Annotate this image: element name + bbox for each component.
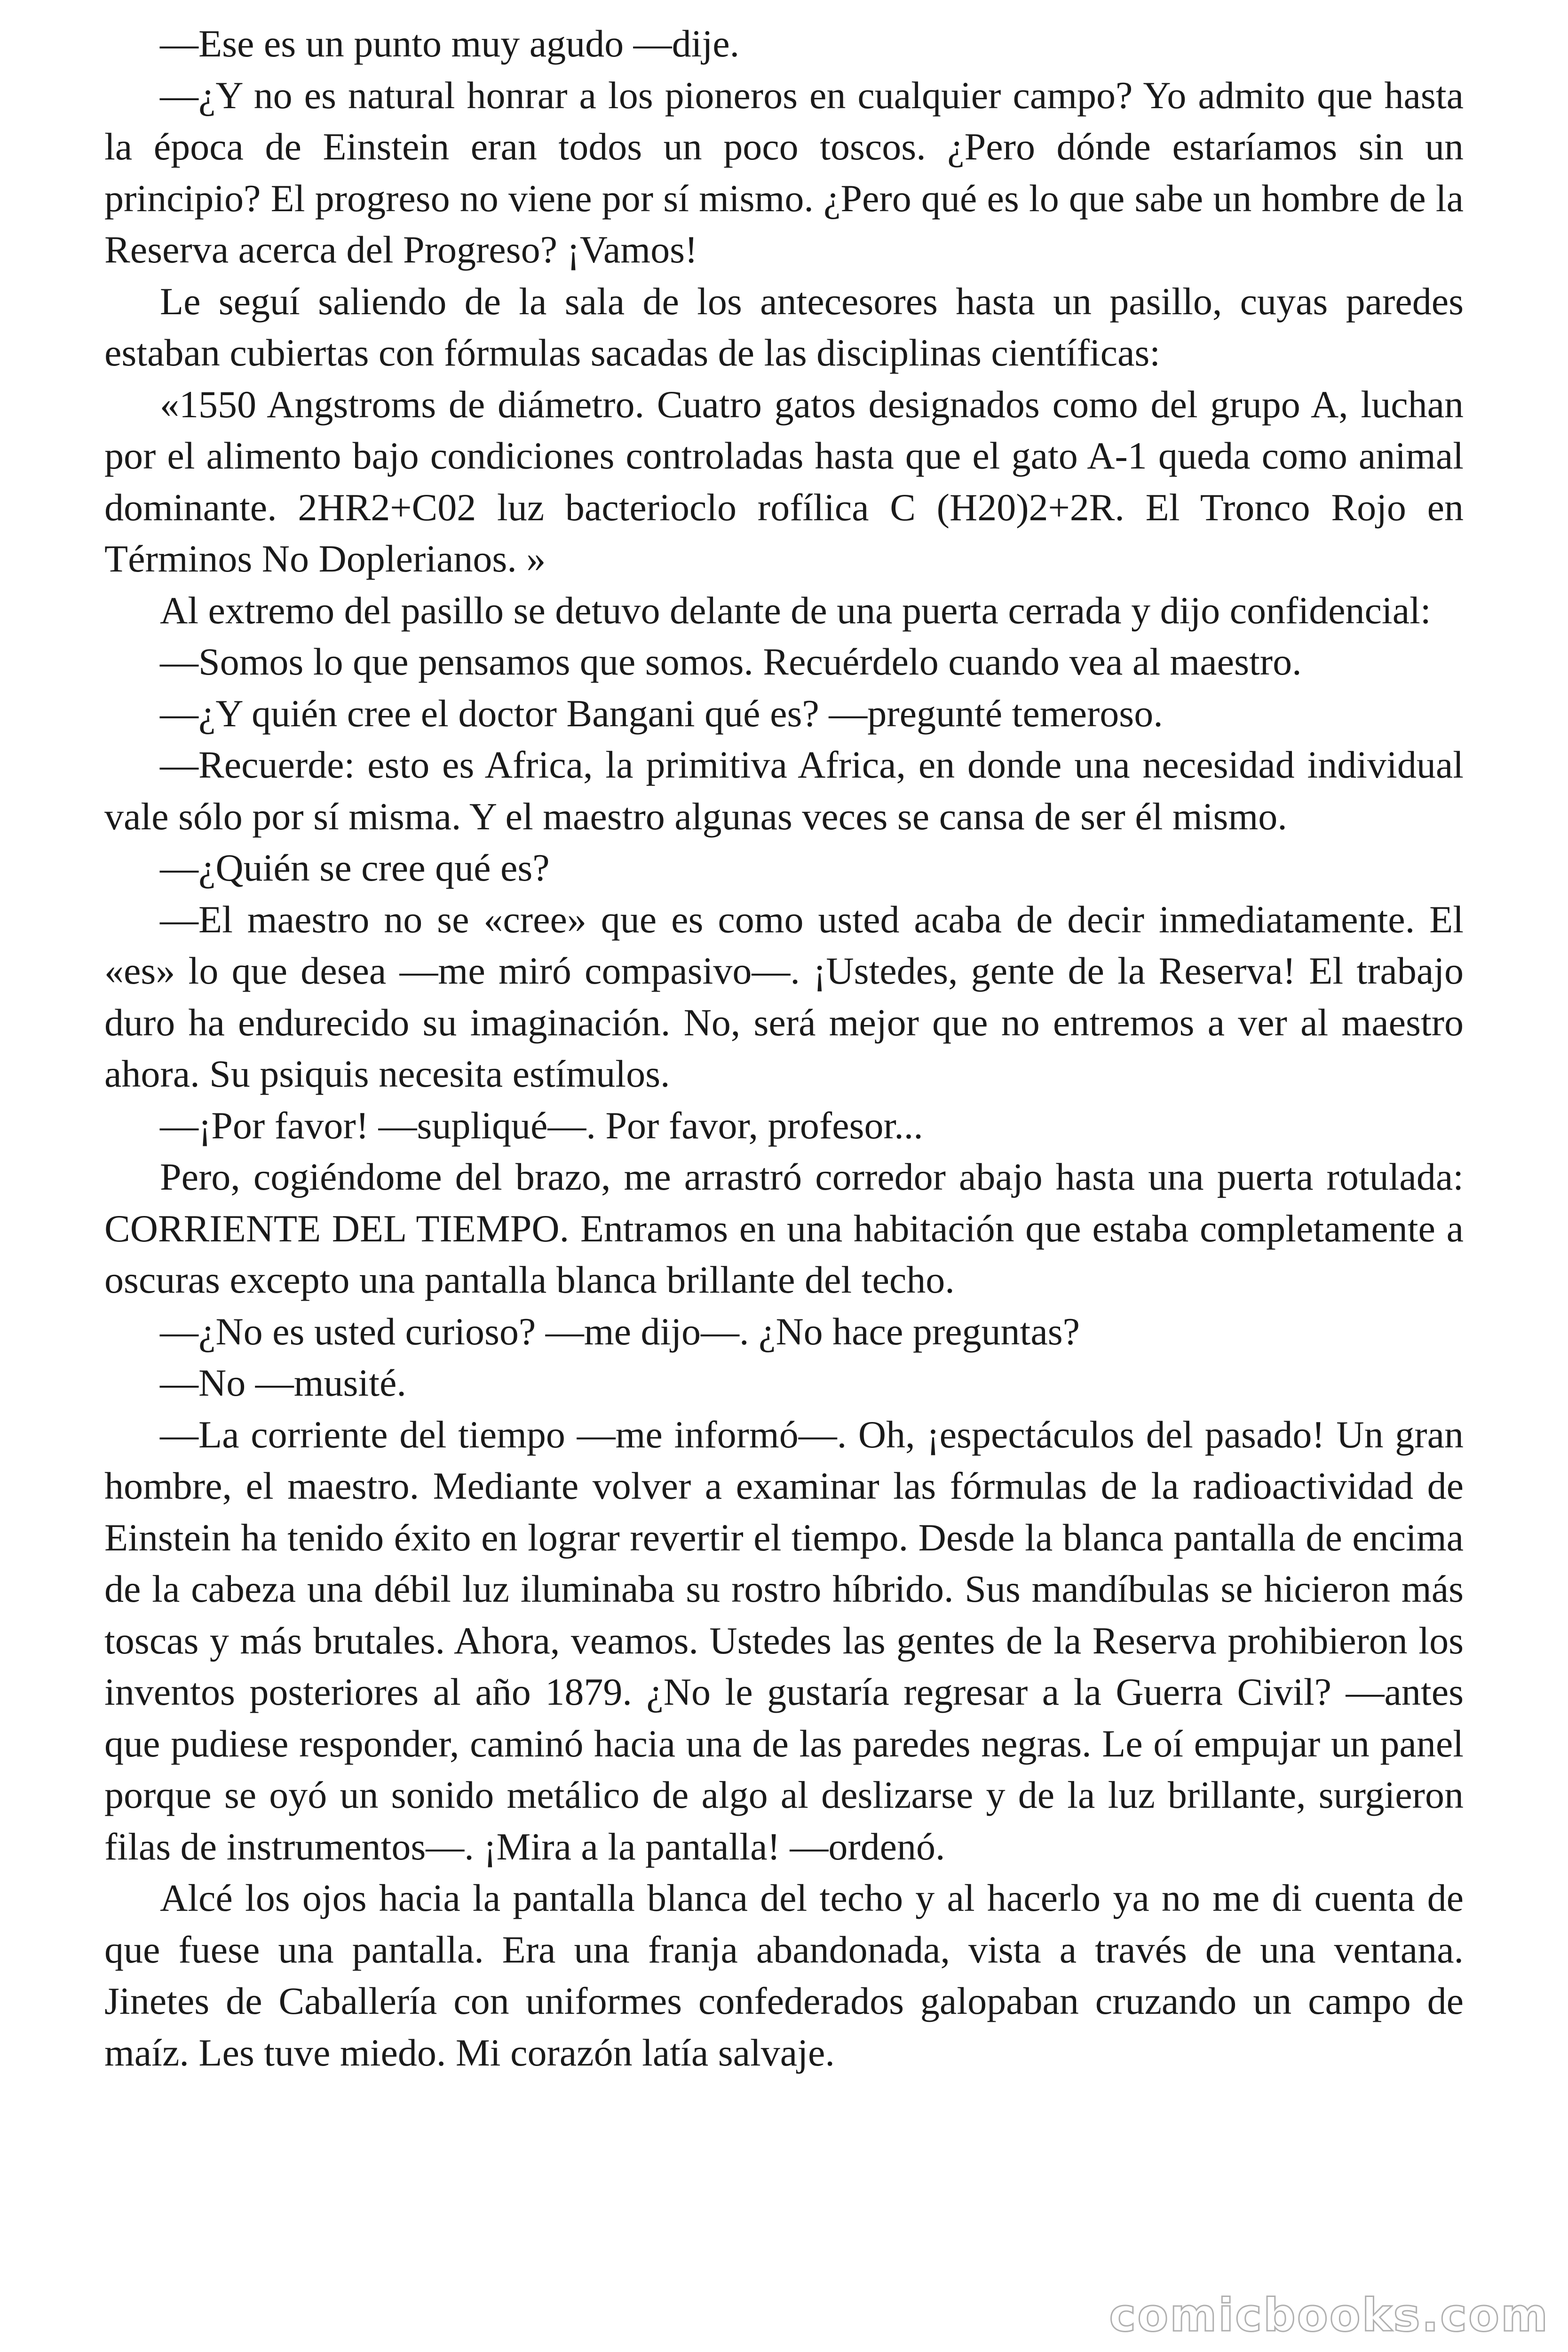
paragraph-13: —¿No es usted curioso? —me dijo—. ¿No hace preguntas?	[160, 1310, 1080, 1353]
paragraph-10: —El maestro no se «cree» que es como usted acaba de decir inmediatamente. El «es» lo que desea —me miró compasivo—. ¡Ustedes, gente de la Reserva! El trabajo duro ha endurecido su imaginación. No, será mejor que no entremos a ver al maestro ahora. Su psiquis necesita estímulos.	[104, 898, 1464, 1095]
paragraph-12: Pero, cogiéndome del brazo, me arrastró corredor abajo hasta una puerta rotulada: CORRIENTE DEL TIEMPO. Entramos en una habitación que estaba completamente a oscuras excepto una pantalla blanca brillante del techo.	[104, 1155, 1464, 1301]
paragraph-15: —La corriente del tiempo —me informó—. Oh, ¡espectáculos del pasado! Un gran hombre, el maestro. Mediante volver a examinar las fórmulas de la radioactividad de Einstein ha tenido éxito en lograr revertir el tiempo. Desde la blanca pantalla de encima de la cabeza una débil luz iluminaba su rostro híbrido. Sus mandíbulas se hicieron más toscas y más brutales. Ahora, veamos. Ustedes las gentes de la Reserva prohibieron los inventos posteriores al año 1879. ¿No le gustaría regresar a la Guerra Civil? —antes que pudiese responder, caminó hacia una de las paredes negras. Le oí empujar un panel porque se oyó un sonido metálico de algo al deslizarse y de la luz brillante, surgieron filas de instrumentos—. ¡Mira a la pantalla! —ordenó.	[104, 1413, 1464, 1868]
paragraph-8: —Recuerde: esto es Africa, la primitiva Africa, en donde una necesidad individual vale sólo por sí misma. Y el maestro algunas veces se cansa de ser él mismo.	[104, 743, 1464, 838]
page-text	[104, 18, 1464, 2078]
paragraph-5: Al extremo del pasillo se detuvo delante de una puerta cerrada y dijo confidencial:	[160, 588, 1431, 632]
watermark: comicbooks.com	[1109, 2289, 1549, 2342]
paragraph-16: Alcé los ojos hacia la pantalla blanca del techo y al hacerlo ya no me di cuenta de que fuese una pantalla. Era una franja abandonada, vista a través de una ventana. Jinetes de Caballería con uniformes confederados galopaban cruzando un campo de maíz. Les tuve miedo. Mi corazón latía salvaje.	[104, 1876, 1464, 2074]
paragraph-4: «1550 Angstroms de diámetro. Cuatro gatos designados como del grupo A, luchan por el alimento bajo condiciones controladas hasta que el gato A-1 queda como animal dominante. 2HR2+C02 luz bacterioclo rofílica C (H20)2+2R. El Tronco Rojo en Términos No Doplerianos. »	[104, 382, 1464, 580]
paragraph-7: —¿Y quién cree el doctor Bangani qué es? —pregunté temeroso.	[160, 691, 1163, 735]
paragraph-1: —Ese es un punto muy agudo —dije.	[160, 22, 740, 65]
paragraph-3: Le seguí saliendo de la sala de los antecesores hasta un pasillo, cuyas paredes estaban cubiertas con fórmulas sacadas de las disciplinas científicas:	[104, 279, 1464, 374]
paragraph-14: —No —musité.	[160, 1361, 406, 1404]
paragraph-2: —¿Y no es natural honrar a los pioneros en cualquier campo? Yo admito que hasta la época de Einstein eran todos un poco toscos. ¿Pero dónde estaríamos sin un principio? El progreso no viene por sí mismo. ¿Pero qué es lo que sabe un hombre de la Reserva acerca del Progreso? ¡Vamos!	[104, 73, 1464, 271]
paragraph-6: —Somos lo que pensamos que somos. Recuérdelo cuando vea al maestro.	[160, 640, 1302, 683]
paragraph-11: —¡Por favor! —supliqué—. Por favor, profesor...	[160, 1104, 923, 1147]
paragraph-9: —¿Quién se cree qué es?	[160, 846, 550, 889]
